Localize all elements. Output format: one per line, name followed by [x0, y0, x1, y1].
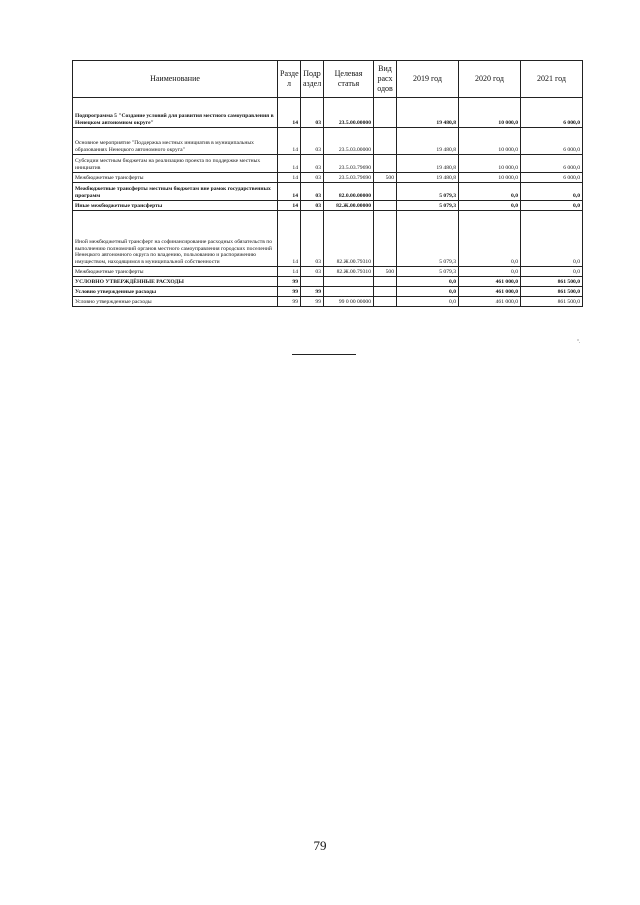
header-expense-type: Вид расх одов: [374, 61, 397, 98]
row-expense-type: [374, 211, 397, 267]
row-name: Условно утвержденные расходы: [73, 287, 278, 297]
row-2020: 10 000,0: [459, 128, 521, 155]
row-2021: 0,0: [521, 267, 583, 277]
table-row: [73, 173, 583, 183]
header-section: Разде л: [278, 61, 301, 98]
row-2021: 861 500,0: [521, 287, 583, 297]
row-name: Условно утвержденные расходы: [73, 297, 278, 307]
row-subsection: 03: [301, 201, 324, 211]
row-section: 14: [278, 128, 301, 155]
row-name: Основное мероприятие "Поддержка местных инициатив в муниципальных образованиях Ненецкого автономного округа": [73, 128, 278, 155]
table-row: [73, 267, 583, 277]
row-subsection: 03: [301, 128, 324, 155]
row-target: 23.5.00.00000: [324, 98, 374, 128]
table-row: [73, 98, 583, 128]
row-name: Межбюджетные трансферты местным бюджетам вне рамок государственных программ: [73, 183, 278, 201]
row-name: Субсидии местным бюджетам на реализацию проекта по поддержке местных инициатив: [73, 155, 278, 173]
row-2019: 19 480,8: [397, 98, 459, 128]
row-2020: 0,0: [459, 267, 521, 277]
row-subsection: 03: [301, 98, 324, 128]
header-2020: 2020 год: [459, 61, 521, 98]
row-expense-type: [374, 155, 397, 173]
row-expense-type: [374, 183, 397, 201]
row-2021: 0,0: [521, 183, 583, 201]
row-subsection: 03: [301, 183, 324, 201]
row-section: 14: [278, 211, 301, 267]
header-2019: 2019 год: [397, 61, 459, 98]
row-section: 14: [278, 201, 301, 211]
row-expense-type: [374, 277, 397, 287]
row-subsection: 03: [301, 267, 324, 277]
table-row: [73, 277, 583, 287]
row-2020: 461 000,0: [459, 287, 521, 297]
row-expense-type: [374, 201, 397, 211]
table-row: [73, 155, 583, 173]
row-subsection: 03: [301, 211, 324, 267]
row-name: Иной межбюджетный трансферт на софинансирование расходных обязательств по выполнению полномочий органов местного самоуправления городских поселений Ненецкого автономного округа по владению, пользованию и распоряжению имуществом, находящимся в муниципальной собственности: [73, 211, 278, 267]
row-name: Межбюджетные трансферты: [73, 267, 278, 277]
row-2020: 461 000,0: [459, 297, 521, 307]
header-2021: 2021 год: [521, 61, 583, 98]
row-2019: 5 079,3: [397, 211, 459, 267]
row-2020: 10 000,0: [459, 98, 521, 128]
row-section: 14: [278, 98, 301, 128]
header-subsection: Подр аздел: [301, 61, 324, 98]
header-target: Целевая статья: [324, 61, 374, 98]
table-row: [73, 287, 583, 297]
row-2021: 861 500,0: [521, 277, 583, 287]
row-target: 23.5.03.79690: [324, 173, 374, 183]
row-target: [324, 277, 374, 287]
row-2021: 6 000,0: [521, 128, 583, 155]
row-name: Иные межбюджетные трансферты: [73, 201, 278, 211]
row-section: 14: [278, 155, 301, 173]
row-2021: 6 000,0: [521, 98, 583, 128]
table-row: [73, 183, 583, 201]
table-row: [73, 128, 583, 155]
row-subsection: 03: [301, 155, 324, 173]
separator-rule: [292, 354, 356, 355]
budget-table: [72, 60, 583, 307]
row-subsection: 99: [301, 297, 324, 307]
row-name: Подпрограмма 5 "Создание условий для развития местного самоуправления в Ненецком автономном округе": [73, 98, 278, 128]
row-2021: 6 000,0: [521, 173, 583, 183]
row-name: УСЛОВНО УТВЕРЖДЁННЫЕ РАСХОДЫ: [73, 277, 278, 287]
row-expense-type: [374, 297, 397, 307]
row-2019: 19 480,8: [397, 173, 459, 183]
row-expense-type: [374, 128, 397, 155]
row-2020: 0,0: [459, 183, 521, 201]
row-expense-type: [374, 287, 397, 297]
row-section: 14: [278, 267, 301, 277]
row-target: 99 0 00 00000: [324, 297, 374, 307]
table-row: [73, 297, 583, 307]
row-subsection: [301, 277, 324, 287]
row-name: Межбюджетные трансферты: [73, 173, 278, 183]
row-2019: 5 079,3: [397, 183, 459, 201]
row-2020: 461 000,0: [459, 277, 521, 287]
row-target: 82.0.00.00000: [324, 183, 374, 201]
row-section: 99: [278, 277, 301, 287]
row-2020: 0,0: [459, 211, 521, 267]
row-2019: 5 079,3: [397, 267, 459, 277]
row-2020: 10 000,0: [459, 155, 521, 173]
row-section: 99: [278, 287, 301, 297]
row-expense-type: 500: [374, 173, 397, 183]
closing-quote-mark: ".: [577, 340, 581, 345]
row-expense-type: [374, 98, 397, 128]
row-section: 14: [278, 183, 301, 201]
row-target: 82.Ж.00.79310: [324, 267, 374, 277]
row-2021: 861 500,0: [521, 297, 583, 307]
row-2021: 0,0: [521, 211, 583, 267]
row-target: 82.Ж.00.00000: [324, 201, 374, 211]
row-section: 99: [278, 297, 301, 307]
page-number: 79: [313, 838, 327, 853]
row-2019: 0,0: [397, 297, 459, 307]
row-subsection: 99: [301, 287, 324, 297]
row-expense-type: 500: [374, 267, 397, 277]
row-2021: 6 000,0: [521, 155, 583, 173]
row-target: [324, 287, 374, 297]
table-row: [73, 201, 583, 211]
row-2020: 10 000,0: [459, 173, 521, 183]
row-2019: 0,0: [397, 287, 459, 297]
row-section: 14: [278, 173, 301, 183]
row-target: 23.5.03.00000: [324, 128, 374, 155]
row-target: 23.5.03.79690: [324, 155, 374, 173]
row-subsection: 03: [301, 173, 324, 183]
header-name: Наименование: [73, 61, 278, 98]
table-row: [73, 211, 583, 267]
row-target: 82.Ж.00.79310: [324, 211, 374, 267]
row-2019: 0,0: [397, 277, 459, 287]
row-2020: 0,0: [459, 201, 521, 211]
row-2019: 5 079,3: [397, 201, 459, 211]
row-2019: 19 480,8: [397, 128, 459, 155]
table-header-row: [73, 61, 583, 98]
row-2021: 0,0: [521, 201, 583, 211]
row-2019: 19 480,8: [397, 155, 459, 173]
